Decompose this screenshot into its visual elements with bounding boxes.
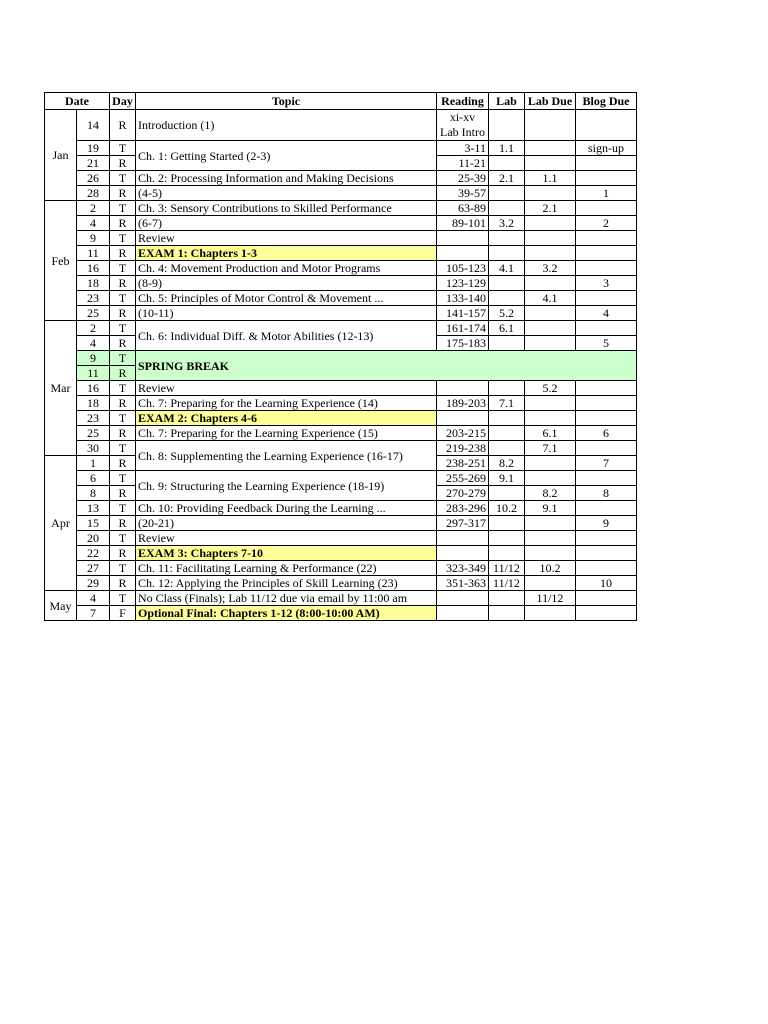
reading-cell: 203-215 <box>437 426 489 441</box>
lab-due-cell <box>525 606 576 621</box>
reading-text: xi-xv <box>449 110 476 124</box>
day-cell: T <box>110 501 136 516</box>
lab-cell: 6.1 <box>489 321 525 336</box>
day-cell: R <box>110 426 136 441</box>
header-topic: Topic <box>136 93 437 110</box>
topic-cell: (4-5) <box>136 186 437 201</box>
lab-cell: 9.1 <box>489 471 525 486</box>
lab-due-cell <box>525 576 576 591</box>
date-cell: 16 <box>77 381 110 396</box>
date-cell: 11 <box>77 246 110 261</box>
exam-topic-cell: EXAM 2: Chapters 4-6 <box>136 411 437 426</box>
topic-cell: Ch. 8: Supplementing the Learning Experience (16-17) <box>136 441 437 471</box>
date-cell: 25 <box>77 306 110 321</box>
date-cell: 27 <box>77 561 110 576</box>
lab-due-cell <box>525 336 576 351</box>
lab-due-cell <box>525 156 576 171</box>
blog-due-cell <box>576 171 637 186</box>
reading-cell: 63-89 <box>437 201 489 216</box>
day-cell: T <box>110 561 136 576</box>
reading-cell: 3-11 <box>437 141 489 156</box>
exam-topic-cell: Optional Final: Chapters 1-12 (8:00-10:00 AM) <box>136 606 437 621</box>
table-row <box>45 441 637 456</box>
lab-cell <box>489 231 525 246</box>
date-cell: 16 <box>77 261 110 276</box>
header-reading: Reading <box>437 93 489 110</box>
lab-due-cell: 7.1 <box>525 441 576 456</box>
lab-due-cell <box>525 531 576 546</box>
course-schedule-table <box>44 92 637 621</box>
lab-due-cell: 6.1 <box>525 426 576 441</box>
lab-due-cell: 10.2 <box>525 561 576 576</box>
blog-due-cell <box>576 381 637 396</box>
reading-cell: 105-123 <box>437 261 489 276</box>
blog-due-cell <box>576 411 637 426</box>
date-cell: 28 <box>77 186 110 201</box>
day-cell: T <box>110 441 136 456</box>
date-cell: 19 <box>77 141 110 156</box>
lab-due-cell: 4.1 <box>525 291 576 306</box>
lab-cell <box>489 110 525 141</box>
table-row <box>45 321 637 336</box>
lab-due-cell <box>525 141 576 156</box>
topic-cell: Ch. 12: Applying the Principles of Skill Learning (23) <box>136 576 437 591</box>
blog-due-cell <box>576 396 637 411</box>
blog-due-cell <box>576 591 637 606</box>
table-row <box>45 306 637 321</box>
reading-cell: 219-238 <box>437 441 489 456</box>
table-row <box>45 606 637 621</box>
lab-due-cell: 11/12 <box>525 591 576 606</box>
day-cell: T <box>110 291 136 306</box>
date-cell: 20 <box>77 531 110 546</box>
table-row <box>45 531 637 546</box>
month-label: Jan <box>45 110 77 201</box>
date-cell: 13 <box>77 501 110 516</box>
date-cell: 9 <box>77 351 110 366</box>
reading-cell: 25-39 <box>437 171 489 186</box>
blog-due-cell <box>576 156 637 171</box>
day-cell: R <box>110 186 136 201</box>
reading-cell: 39-57 <box>437 186 489 201</box>
table-row <box>45 141 637 156</box>
blog-due-cell: 4 <box>576 306 637 321</box>
reading-cell: 89-101 <box>437 216 489 231</box>
reading-cell: 351-363 <box>437 576 489 591</box>
blog-due-cell: 10 <box>576 576 637 591</box>
table-row <box>45 516 637 531</box>
table-row <box>45 276 637 291</box>
blog-due-cell <box>576 531 637 546</box>
topic-cell: Ch. 4: Movement Production and Motor Programs <box>136 261 437 276</box>
day-cell: R <box>110 486 136 501</box>
reading-cell <box>437 246 489 261</box>
blog-due-cell: 6 <box>576 426 637 441</box>
lab-due-cell: 3.2 <box>525 261 576 276</box>
lab-due-cell <box>525 276 576 291</box>
lab-cell <box>489 336 525 351</box>
lab-due-cell <box>525 456 576 471</box>
blog-due-cell <box>576 291 637 306</box>
lab-cell <box>489 546 525 561</box>
date-cell: 4 <box>77 336 110 351</box>
blog-due-cell: 9 <box>576 516 637 531</box>
table-row <box>45 110 637 141</box>
date-cell: 2 <box>77 321 110 336</box>
topic-cell: Ch. 3: Sensory Contributions to Skilled Performance <box>136 201 437 216</box>
topic-cell: No Class (Finals); Lab 11/12 due via email by 11:00 am <box>136 591 437 606</box>
date-cell: 7 <box>77 606 110 621</box>
topic-cell: Ch. 7: Preparing for the Learning Experience (14) <box>136 396 437 411</box>
month-label: Apr <box>45 456 77 591</box>
blog-due-cell <box>576 110 637 141</box>
lab-cell: 8.2 <box>489 456 525 471</box>
day-cell: T <box>110 261 136 276</box>
lab-cell <box>489 441 525 456</box>
reading-cell: 189-203 <box>437 396 489 411</box>
table-row <box>45 471 637 486</box>
table-row <box>45 351 637 366</box>
day-cell: T <box>110 471 136 486</box>
lab-due-cell: 8.2 <box>525 486 576 501</box>
date-cell: 30 <box>77 441 110 456</box>
lab-due-cell <box>525 306 576 321</box>
lab-due-cell: 5.2 <box>525 381 576 396</box>
date-cell: 9 <box>77 231 110 246</box>
topic-cell: Ch. 7: Preparing for the Learning Experience (15) <box>136 426 437 441</box>
date-cell: 6 <box>77 471 110 486</box>
blog-due-cell <box>576 321 637 336</box>
blog-due-cell: 3 <box>576 276 637 291</box>
table-row <box>45 246 637 261</box>
topic-cell: Introduction (1) <box>136 110 437 141</box>
date-cell: 23 <box>77 411 110 426</box>
day-cell: T <box>110 231 136 246</box>
table-row <box>45 411 637 426</box>
date-cell: 23 <box>77 291 110 306</box>
lab-cell <box>489 186 525 201</box>
lab-due-cell <box>525 321 576 336</box>
table-row <box>45 546 637 561</box>
header-lab-due: Lab Due <box>525 93 576 110</box>
lab-cell <box>489 606 525 621</box>
lab-cell <box>489 426 525 441</box>
lab-cell <box>489 156 525 171</box>
table-row <box>45 426 637 441</box>
date-cell: 2 <box>77 201 110 216</box>
table-row <box>45 231 637 246</box>
lab-due-cell <box>525 216 576 231</box>
table-row <box>45 261 637 276</box>
lab-cell: 5.2 <box>489 306 525 321</box>
day-cell: R <box>110 366 136 381</box>
topic-cell: Ch. 10: Providing Feedback During the Learning ... <box>136 501 437 516</box>
lab-due-cell <box>525 516 576 531</box>
lab-due-cell <box>525 246 576 261</box>
day-cell: F <box>110 606 136 621</box>
table-row <box>45 576 637 591</box>
lab-due-cell: 2.1 <box>525 201 576 216</box>
lab-cell <box>489 246 525 261</box>
day-cell: T <box>110 351 136 366</box>
reading-cell: 11-21 <box>437 156 489 171</box>
spring-break-cell: SPRING BREAK <box>136 351 637 381</box>
topic-cell: Review <box>136 531 437 546</box>
date-cell: 21 <box>77 156 110 171</box>
day-cell: R <box>110 576 136 591</box>
date-cell: 11 <box>77 366 110 381</box>
month-label: Mar <box>45 321 77 456</box>
topic-cell: Ch. 5: Principles of Motor Control & Movement ... <box>136 291 437 306</box>
topic-cell: (8-9) <box>136 276 437 291</box>
month-label: Feb <box>45 201 77 321</box>
lab-cell: 4.1 <box>489 261 525 276</box>
blog-due-cell <box>576 471 637 486</box>
date-cell: 22 <box>77 546 110 561</box>
lab-cell: 1.1 <box>489 141 525 156</box>
reading-cell <box>437 411 489 426</box>
day-cell: T <box>110 531 136 546</box>
lab-due-cell <box>525 110 576 141</box>
date-cell: 8 <box>77 486 110 501</box>
date-cell: 14 <box>77 110 110 141</box>
lab-due-cell <box>525 231 576 246</box>
topic-cell: (6-7) <box>136 216 437 231</box>
reading-cell <box>437 546 489 561</box>
reading-cell: 255-269 <box>437 471 489 486</box>
date-cell: 1 <box>77 456 110 471</box>
date-cell: 26 <box>77 171 110 186</box>
day-cell: R <box>110 246 136 261</box>
blog-due-cell: 5 <box>576 336 637 351</box>
day-cell: T <box>110 141 136 156</box>
reading-cell: 297-317 <box>437 516 489 531</box>
blog-due-cell: 2 <box>576 216 637 231</box>
lab-cell <box>489 411 525 426</box>
lab-cell <box>489 381 525 396</box>
table-row <box>45 381 637 396</box>
topic-cell: (20-21) <box>136 516 437 531</box>
date-cell: 29 <box>77 576 110 591</box>
blog-due-cell <box>576 561 637 576</box>
date-cell: 4 <box>77 216 110 231</box>
date-cell: 18 <box>77 276 110 291</box>
day-cell: R <box>110 216 136 231</box>
lab-cell <box>489 591 525 606</box>
reading-text: Lab Intro <box>440 125 485 139</box>
exam-topic-cell: EXAM 1: Chapters 1-3 <box>136 246 437 261</box>
reading-cell: 270-279 <box>437 486 489 501</box>
lab-due-cell <box>525 411 576 426</box>
lab-due-cell <box>525 471 576 486</box>
day-cell: R <box>110 546 136 561</box>
lab-due-cell <box>525 546 576 561</box>
table-row <box>45 186 637 201</box>
topic-cell: Ch. 2: Processing Information and Making Decisions <box>136 171 437 186</box>
reading-cell <box>437 531 489 546</box>
blog-due-cell: 1 <box>576 186 637 201</box>
table-row <box>45 201 637 216</box>
reading-cell <box>437 110 489 141</box>
day-cell: R <box>110 306 136 321</box>
lab-cell: 7.1 <box>489 396 525 411</box>
lab-cell: 3.2 <box>489 216 525 231</box>
header-lab: Lab <box>489 93 525 110</box>
lab-due-cell: 9.1 <box>525 501 576 516</box>
date-cell: 25 <box>77 426 110 441</box>
lab-cell: 11/12 <box>489 576 525 591</box>
table-row <box>45 171 637 186</box>
exam-topic-cell: EXAM 3: Chapters 7-10 <box>136 546 437 561</box>
day-cell: T <box>110 381 136 396</box>
blog-due-cell: sign-up <box>576 141 637 156</box>
reading-cell <box>437 381 489 396</box>
lab-cell <box>489 531 525 546</box>
header-blog-due: Blog Due <box>576 93 637 110</box>
topic-cell: Review <box>136 231 437 246</box>
day-cell: R <box>110 456 136 471</box>
day-cell: R <box>110 516 136 531</box>
day-cell: T <box>110 201 136 216</box>
topic-cell: Ch. 9: Structuring the Learning Experience (18-19) <box>136 471 437 501</box>
topic-cell: Ch. 6: Individual Diff. & Motor Abilities (12-13) <box>136 321 437 351</box>
reading-cell: 175-183 <box>437 336 489 351</box>
topic-cell: (10-11) <box>136 306 437 321</box>
reading-cell <box>437 591 489 606</box>
blog-due-cell <box>576 441 637 456</box>
blog-due-cell <box>576 201 637 216</box>
lab-due-cell <box>525 396 576 411</box>
table-row <box>45 396 637 411</box>
topic-cell: Review <box>136 381 437 396</box>
lab-cell <box>489 276 525 291</box>
topic-cell: Ch. 11: Facilitating Learning & Performance (22) <box>136 561 437 576</box>
day-cell: R <box>110 396 136 411</box>
date-cell: 15 <box>77 516 110 531</box>
reading-cell: 141-157 <box>437 306 489 321</box>
reading-cell: 123-129 <box>437 276 489 291</box>
day-cell: T <box>110 321 136 336</box>
date-cell: 4 <box>77 591 110 606</box>
day-cell: R <box>110 156 136 171</box>
table-row <box>45 591 637 606</box>
reading-cell <box>437 231 489 246</box>
header-date: Date <box>45 93 110 110</box>
day-cell: R <box>110 110 136 141</box>
blog-due-cell <box>576 501 637 516</box>
header-day: Day <box>110 93 136 110</box>
lab-cell <box>489 201 525 216</box>
lab-cell <box>489 486 525 501</box>
reading-cell: 283-296 <box>437 501 489 516</box>
table-row <box>45 501 637 516</box>
reading-cell: 238-251 <box>437 456 489 471</box>
lab-due-cell: 1.1 <box>525 171 576 186</box>
blog-due-cell <box>576 231 637 246</box>
blog-due-cell: 8 <box>576 486 637 501</box>
month-label: May <box>45 591 77 621</box>
day-cell: T <box>110 411 136 426</box>
blog-due-cell <box>576 246 637 261</box>
day-cell: T <box>110 591 136 606</box>
date-cell: 18 <box>77 396 110 411</box>
reading-cell: 133-140 <box>437 291 489 306</box>
reading-cell: 161-174 <box>437 321 489 336</box>
lab-due-cell <box>525 186 576 201</box>
table-row <box>45 291 637 306</box>
lab-cell <box>489 291 525 306</box>
reading-cell <box>437 606 489 621</box>
blog-due-cell <box>576 606 637 621</box>
table-row <box>45 216 637 231</box>
lab-cell: 11/12 <box>489 561 525 576</box>
reading-cell: 323-349 <box>437 561 489 576</box>
topic-cell: Ch. 1: Getting Started (2-3) <box>136 141 437 171</box>
day-cell: R <box>110 336 136 351</box>
day-cell: R <box>110 276 136 291</box>
table-row <box>45 561 637 576</box>
blog-due-cell: 7 <box>576 456 637 471</box>
lab-cell: 10.2 <box>489 501 525 516</box>
lab-cell <box>489 516 525 531</box>
day-cell: T <box>110 171 136 186</box>
header-row <box>45 93 637 110</box>
lab-cell: 2.1 <box>489 171 525 186</box>
blog-due-cell <box>576 261 637 276</box>
blog-due-cell <box>576 546 637 561</box>
